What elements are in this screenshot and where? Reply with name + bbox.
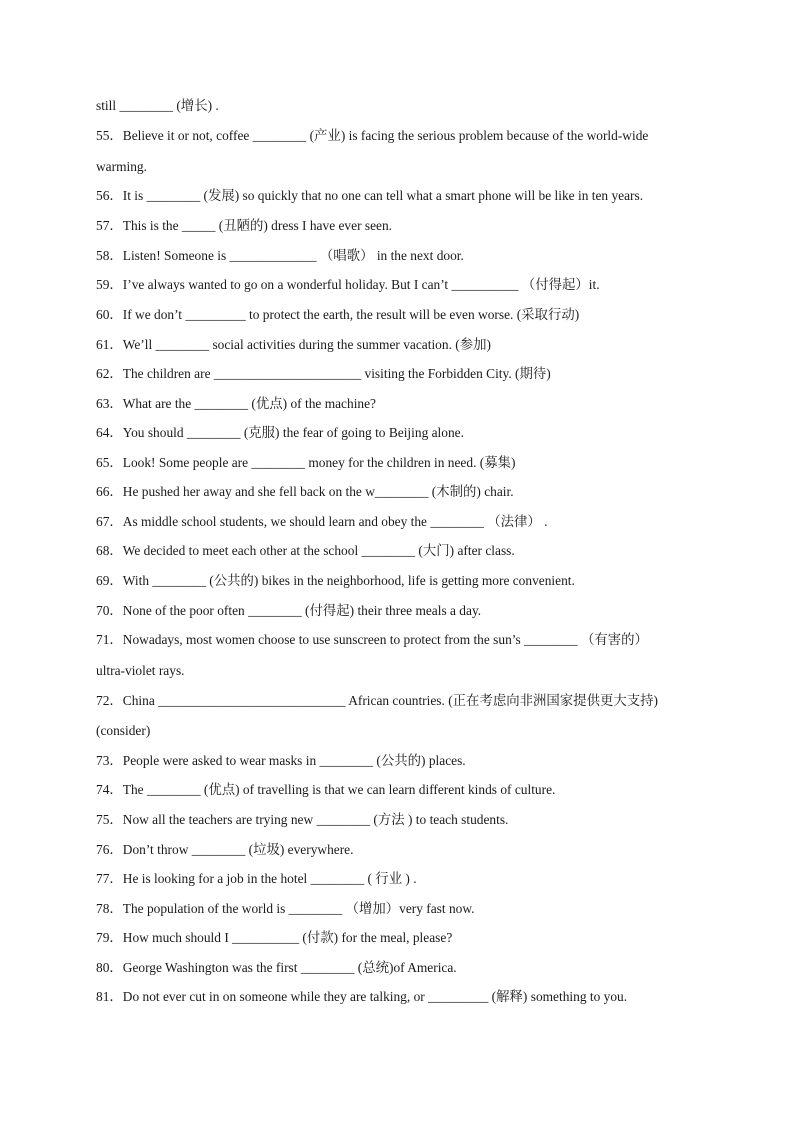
question-80: 80．George Washington was the first ________ (总统)of America. xyxy=(96,960,457,975)
question-77: 77．He is looking for a job in the hotel ________ ( 行业 ) . xyxy=(96,871,417,886)
question-61: 61．We’ll ________ social activities during the summer vacation. (参加) xyxy=(96,337,491,352)
question-73: 73．People were asked to wear masks in ________ (公共的) places. xyxy=(96,753,466,768)
question-56: 56．It is ________ (发展) so quickly that no one can tell what a smart phone will be like in ten years. xyxy=(96,188,644,203)
question-67: 67．As middle school students, we should learn and obey the ________ （法律） . xyxy=(96,514,548,529)
question-57: 57．This is the _____ (丑陋的) dress I have ever seen. xyxy=(96,218,393,233)
question-72: 72．China ____________________________ African countries. (正在考虑向非洲国家提供更大支持) xyxy=(96,693,658,708)
question-75: 75．Now all the teachers are trying new ________ (方法 ) to teach students. xyxy=(96,812,509,827)
text-line: still ________ (增长) . xyxy=(96,98,219,113)
text-line: (consider) xyxy=(96,723,151,738)
text-line: ultra-violet rays. xyxy=(96,663,185,678)
question-60: 60．If we don’t _________ to protect the earth, the result will be even worse. (采取行动) xyxy=(96,307,580,322)
question-58: 58．Listen! Someone is _____________ （唱歌） in the next door. xyxy=(96,248,464,263)
question-63: 63．What are the ________ (优点) of the machine? xyxy=(96,396,376,411)
question-78: 78．The population of the world is ________ （增加）very fast now. xyxy=(96,901,475,916)
question-68: 68．We decided to meet each other at the school ________ (大门) after class. xyxy=(96,543,515,558)
question-59: 59．I’ve always wanted to go on a wonderful holiday. But I can’t __________ （付得起）it. xyxy=(96,277,600,292)
question-65: 65．Look! Some people are ________ money for the children in need. (募集) xyxy=(96,455,516,470)
text-line: warming. xyxy=(96,159,147,174)
question-64: 64．You should ________ (克服) the fear of going to Beijing alone. xyxy=(96,425,464,440)
question-70: 70．None of the poor often ________ (付得起) their three meals a day. xyxy=(96,603,482,618)
question-69: 69．With ________ (公共的) bikes in the neighborhood, life is getting more convenient. xyxy=(96,573,575,588)
question-79: 79．How much should I __________ (付款) for the meal, please? xyxy=(96,930,453,945)
question-74: 74．The ________ (优点) of travelling is that we can learn different kinds of culture. xyxy=(96,782,556,797)
question-81: 81．Do not ever cut in on someone while they are talking, or _________ (解释) something to you. xyxy=(96,989,628,1004)
question-66: 66．He pushed her away and she fell back on the w________ (木制的) chair. xyxy=(96,484,514,499)
question-55: 55．Believe it or not, coffee ________ (产业) is facing the serious problem because of the world-wide xyxy=(96,128,649,143)
question-71: 71．Nowadays, most women choose to use sunscreen to protect from the sun’s ________ （有害的） xyxy=(96,632,648,647)
question-62: 62．The children are ______________________ visiting the Forbidden City. (期待) xyxy=(96,366,551,381)
question-76: 76．Don’t throw ________ (垃圾) everywhere. xyxy=(96,842,354,857)
